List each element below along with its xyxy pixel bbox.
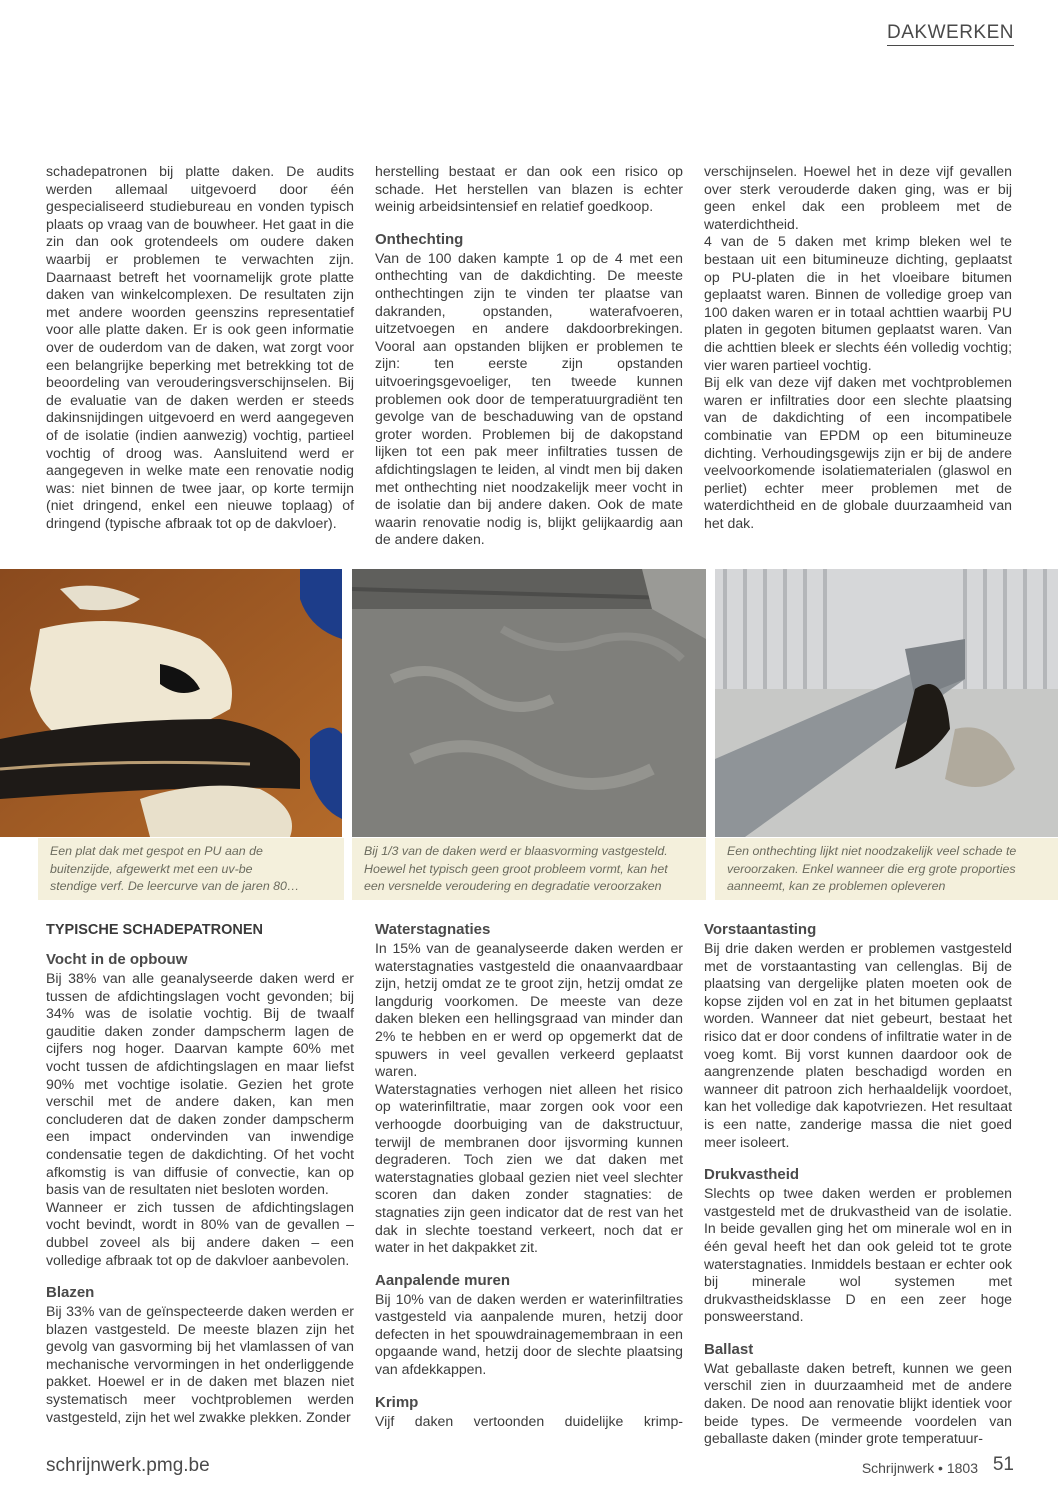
paragraph: Vijf daken vertoonden duidelijke krimp- — [375, 1412, 683, 1429]
paragraph: Bij 10% van de daken werden er waterinfiltraties vastgesteld via aanpalende muren, hetzij door defecten in het spouwdrainagemembraan in een opgaande wand, hetzij door de slechte plaatsing van afdekkappen. — [375, 1290, 683, 1378]
paragraph: schadepatronen bij platte daken. De audits werden allemaal uitgevoerd door één gespecialiseerd studiebureau en vonden typisch plaats op vraag van de bouwheer. Het gaat in die zin dan ook grotendeels om oudere daken waarbij er problemen te verwachten zijn. Daarnaast betreft het voornamelijk grote platte daken van winkelcomplexen. De resultaten zijn met andere woorden geenszins representatief voor alle platte daken. Er is ook geen informatie over de ouderdom van de daken, wat zorgt voor een belangrijke beperking met betrekking tot de beoordeling van verouderingsverschijnselen. Bij de evaluatie van de daken werden er steeds dakinsnijdingen uitgevoerd en werd aangegeven of de isolatie (indien aanwezig) vochtig, partieel vochtig of droog was. Aansluitend werd er aangegeven in welke mate een renovatie nodig was: niet binnen de twee jaar, op korte termijn (niet dringend, enkel een nieuwe toplaag) of dringend (typische afbraak tot op de dakvloer). — [46, 163, 354, 531]
heading-onthechting: Onthechting — [375, 230, 464, 248]
paragraph: Bij 33% van de geïnspecteerde daken werden er blazen vastgesteld. De meeste blazen zijn het gevolg van gasvorming bij het vlamlassen of van mechanische vervormingen in het onderliggende pakket. Hoewel er in de daken met blazen niet systematisch meer vochtproblemen werden vastgesteld, zijn het wel zwakke plekken. Zonder — [46, 1303, 354, 1425]
paragraph: Bij elk van deze vijf daken met vochtproblemen waren er infiltraties door een slechte plaatsing van de dakdichting of een incompatibele combinatie van EPDM op een bitumineuze dichting. Verhoudingsgewijs zijn er bij de andere veelvoorkomende isolatiematerialen (glaswol en perliet) echter meer problemen met de waterdichtheid en de globale duurzaamheid van het dak. — [704, 374, 1012, 531]
paragraph: Van de 100 daken kampte 1 op de 4 met een onthechting van de dakdichting. De meeste onthechtingen zijn te vinden ter plaatse van dakranden, opstanden, waterafvoeren, uitzetvoegen en andere dakdoorbrekingen. Vooral aan opstanden blijken er problemen te zijn: ten eerste zijn opstanden uitvoeringsgevoeliger, ten tweede kunnen problemen ook door de temperatuurgradiënt ten gevolge van de beschaduwing van de opstand groter worden. Problemen bij de dakopstand lijken tot een pak meer infiltraties tussen de afdichtingslagen te leiden, al vindt men bij daken met onthechting niet noodzakelijk meer vocht in de isolatie dan bij andere daken. Ook de mate waarin renovatie nodig is, blijkt gelijkaardig aan de andere daken. — [375, 249, 683, 548]
caption-line: Een onthechting lijkt niet noodzakelijk veel schade te — [727, 844, 1017, 858]
heading-blazen: Blazen — [46, 1284, 95, 1302]
bottom-column-2 — [375, 920, 683, 1430]
paragraph: Slechts op twee daken werden er problemen vastgesteld met de drukvastheid van de isolatie. In beide gevallen ging het om minerale wol en in één geval heeft het dan ook geleid tot te grote waterstagnaties. Inmiddels bestaan er echter ook bij minerale wol systemen met drukvastheidsklasse D en een zeer hoge ponsweerstand. — [704, 1185, 1012, 1325]
caption-photo-3 — [715, 838, 1058, 900]
heading-aanpalende-muren: Aanpalende muren — [375, 1271, 511, 1289]
paragraph: 4 van de 5 daken met krimp bleken wel te bestaan uit een bitumineuze dichting, geplaatst op PU-platen die in het vloeibare bitumen geplaatst waren. Binnen de volledige groep van 100 daken waren er in totaal achttien waarbij PU platen in gegoten bitumen geplaatst waren. Van die achttien bleek er slechts één volledig vochtig; vier waren partieel vochtig. — [704, 233, 1012, 373]
heading-drukvastheid: Drukvastheid — [704, 1166, 800, 1184]
paragraph: verschijnselen. Hoewel het in deze vijf gevallen over sterk verouderde daken ging, was er bij geen enkel dak een probleem met de waterdichtheid. — [704, 163, 1012, 232]
paragraph: In 15% van de geanalyseerde daken werden er waterstagnaties vastgesteld die onaanvaardbaar zijn, hetzij omdat ze te groot zijn, hetzij omdat ze langdurig voorkomen. De meeste van deze daken bleken een hellingsgraad van minder dan 2% te hebben en er werd op opgemerkt dat de spuwers in veel gevallen verkeerd geplaatst waren. — [375, 940, 683, 1080]
paragraph: Wanneer er zich tussen de afdichtingslagen vocht bevindt, wordt in 80% van de gevallen – dubbel zoveel als bij andere daken – een volledige afbraak tot op de dakvloer aanbevolen. — [46, 1198, 354, 1268]
photo-pu-roof-damage — [0, 569, 342, 837]
caption-line: Hoewel het typisch geen groot probleem vormt, kan het — [364, 861, 668, 876]
paragraph: Bij 38% van alle geanalyseerde daken werd er tussen de afdichtingslagen vocht gevonden; bij 34% was de isolatie vochtig. Bij de twaalf gauditie daken zonder dampscherm lagen de cijfers nog hoger. Daarvan kampte 60% met vocht tussen de afdichtingslagen en maar liefst 90% met vochtige isolatie. Gezien het grote verschil met de andere daken, kan men concluderen dat de daken zonder dampscherm een impact ondervinden van inwendige condensatie tegen de dakdichting. Of het vocht afkomstig is van diffusie of convectie, kan op basis van de resultaten niet besloten worden. — [46, 970, 354, 1198]
photo-roof-blisters — [352, 569, 706, 837]
caption-line: buitenzijde, afgewerkt met een uv-be — [50, 861, 253, 876]
heading-waterstagnaties: Waterstagnaties — [375, 921, 491, 938]
paragraph: Wat geballaste daken betreft, kunnen we geen verschil zien in duurzaamheid met de andere daken. De nood aan renovatie blijkt identiek voor beide types. De vermeende voordelen van geballaste daken (minder grote temperatuur- — [704, 1359, 1012, 1447]
caption-line: een versnelde veroudering en degradatie veroorzaken — [364, 879, 662, 893]
section-tag: DAKWERKEN — [887, 22, 1014, 46]
footer-magazine-issue: Schrijnwerk • 1803 — [861, 1460, 978, 1476]
caption-line: veroorzaken. Enkel wanneer die erg grote proporties — [727, 861, 1016, 876]
caption-line: Bij 1/3 van de daken werd er blaasvorming vastgesteld. — [364, 844, 668, 858]
paragraph: herstelling bestaat er dan ook een risico op schade. Het herstellen van blazen is echter weinig arbeidsintensief en relatief goedkoop. — [375, 163, 683, 215]
heading-ballast: Ballast — [704, 1340, 754, 1358]
top-column-2 — [375, 163, 683, 549]
top-column-3 — [704, 163, 1012, 532]
heading-vocht: Vocht in de opbouw — [46, 951, 188, 968]
bottom-column-3 — [704, 920, 1012, 1448]
heading-krimp: Krimp — [375, 1393, 419, 1411]
caption-line: stendige verf. De leercurve van de jaren 80… — [50, 879, 300, 893]
bottom-column-1 — [46, 920, 354, 1426]
footer-website-link[interactable]: schrijnwerk.pmg.be — [46, 1455, 210, 1476]
caption-photo-1 — [38, 838, 344, 900]
caption-line: aanneemt, kan ze problemen opleveren — [727, 879, 946, 893]
paragraph: Waterstagnaties verhogen niet alleen het risico op waterinfiltratie, maar zorgen ook voor een verhoogde doorbuiging van de dakstructuur, terwijl de membranen door ijsvorming kunnen degraderen. Toch zien we dat daken met waterstagnaties globaal gezien niet veel slechter scoren dan daken zonder stagnaties: de stagnaties zijn geen indicator dat de rest van het dak in slechte toestand verkeert, noch dat er water in het dakpakket zit. — [375, 1080, 683, 1256]
caption-photo-2 — [352, 838, 706, 900]
section-title: TYPISCHE SCHADEPATRONEN — [46, 922, 263, 938]
caption-line: Een plat dak met gespot en PU aan de — [50, 844, 263, 858]
paragraph: Bij drie daken werden er problemen vastgesteld met de vorstaantasting van cellenglas. Bij de plaatsing van dergelijke platen moeten ook de kopse zijden vol en zat in het bitumen geplaatst worden. Wanneer dat niet gebeurt, bestaat het risico dat er door condens of infiltratie water in de voeg komt. Bij vorst kunnen daardoor ook de aangrenzende platen beschadigd worden en wanneer dit patroon zich herhaaldelijk voordoet, kan het volledige dak kapotvriezen. Het resultaat is een natte, zanderige massa die niet goed meer isoleert. — [704, 940, 1012, 1150]
page-number: 51 — [992, 1454, 1014, 1475]
heading-vorstaantasting: Vorstaantasting — [704, 921, 817, 938]
photo-detached-upstand — [715, 569, 1058, 837]
top-column-1 — [46, 163, 354, 532]
